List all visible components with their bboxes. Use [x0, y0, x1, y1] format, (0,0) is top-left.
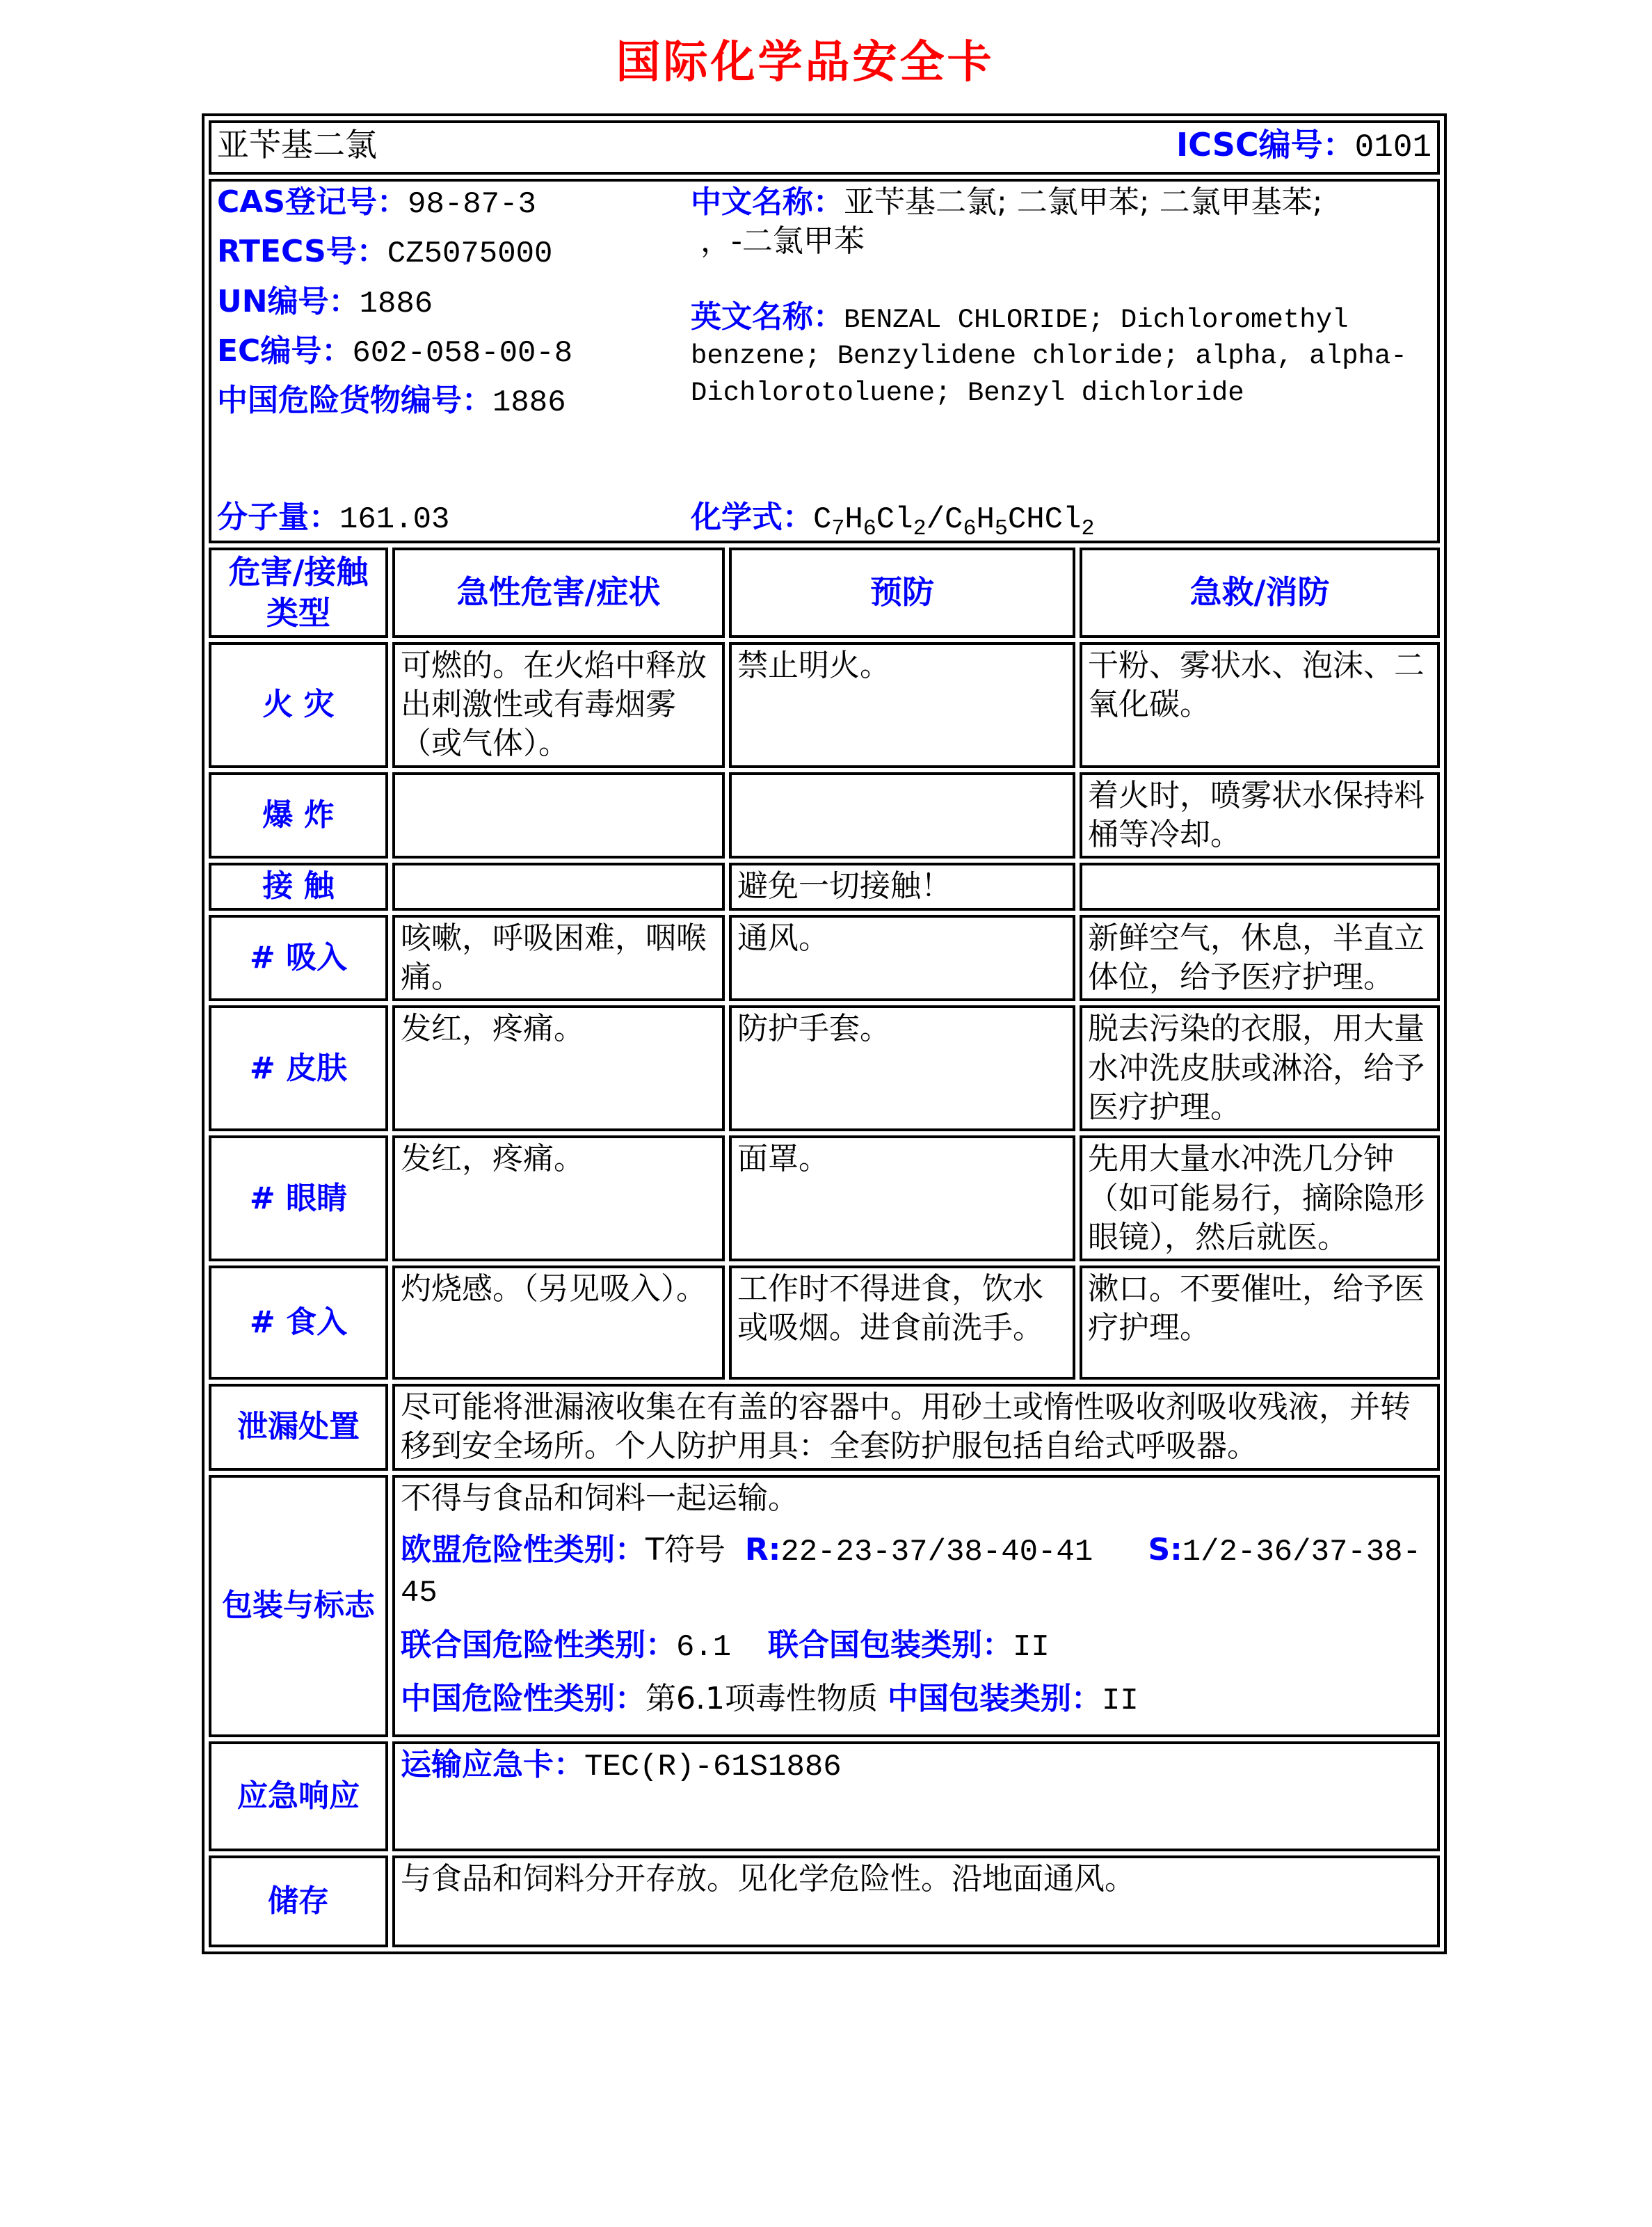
emergency-response-row — [209, 1741, 1440, 1851]
symptoms-cell — [392, 772, 725, 859]
hazard-type-cell: 爆 炸 — [209, 772, 388, 859]
hazard-type-cell: # 眼睛 — [209, 1135, 388, 1261]
icsc-value: 0101 — [1354, 129, 1432, 166]
hazard-table-header-row — [209, 548, 1440, 638]
spill-disposal-text: 尽可能将泄漏液收集在有盖的容器中。用砂土或惰性吸收剂吸收残液，并转移到安全场所。个人防护用具：全套防护服包括自给式呼吸器。 — [392, 1384, 1440, 1471]
symptoms-cell — [392, 863, 725, 910]
cas-number-line — [217, 183, 691, 224]
chinese-name-line — [691, 183, 1432, 222]
field-value: 1886 — [492, 385, 566, 421]
chemical-formula-value: $C_7H_6Cl_2/C_6H_5CHCl_2$ — [812, 502, 1095, 541]
names-block — [691, 183, 1432, 539]
tec-value: TEC(R)-61S1886 — [584, 1750, 842, 1785]
field-label: 联合国包装类别： — [768, 1627, 1013, 1663]
un-hazard-class-line — [401, 1626, 1432, 1667]
hazard-type-cell: 火 灾 — [209, 642, 388, 768]
un-pack-value: II — [1013, 1629, 1050, 1665]
icsc-label: ICSC编号： — [1176, 126, 1355, 163]
registry-numbers-block — [217, 183, 691, 539]
english-name-line2: benzene; Benzylidene chloride; alpha, alpha- — [690, 341, 1407, 372]
page-title: 国际化学品安全卡 — [616, 37, 995, 88]
packaging-labelling-cell — [392, 1475, 1440, 1738]
identification-row — [209, 179, 1440, 543]
hazard-type-cell: # 吸入 — [209, 915, 388, 1002]
spacer — [691, 262, 1432, 298]
prevention-cell: 避免一切接触！ — [729, 863, 1075, 910]
card-header-row — [209, 120, 1440, 175]
hazard-row-eyes — [209, 1135, 1440, 1261]
substance-name: 亚苄基二氯 — [217, 126, 377, 163]
molecular-weight-line — [217, 498, 691, 539]
prevention-cell: 禁止明火。 — [729, 642, 1075, 768]
symptoms-cell: 咳嗽，呼吸困难，咽喉痛。 — [392, 915, 725, 1002]
english-name-line — [691, 298, 1432, 339]
icsc-number — [1176, 125, 1432, 168]
field-label: UN编号： — [217, 283, 360, 319]
transport-note: 不得与食品和饲料一起运输。 — [401, 1480, 799, 1516]
symptoms-cell: 发红，疼痛。 — [392, 1005, 725, 1131]
field-label: 中文名称： — [690, 184, 844, 220]
header-hazard-type-line2: 类型 — [266, 593, 330, 632]
firstaid-cell: 先用大量水冲洗几分钟（如可能易行，摘除隐形眼镜），然后就医。 — [1080, 1135, 1440, 1261]
rtecs-number-line — [217, 232, 691, 273]
firstaid-cell: 新鲜空气，休息，半直立体位，给予医疗护理。 — [1080, 915, 1440, 1002]
prevention-cell: 工作时不得进食，饮水或吸烟。进食前洗手。 — [729, 1266, 1075, 1380]
ec-number-line — [217, 332, 691, 373]
section-label: 泄漏处置 — [209, 1384, 388, 1471]
prevention-cell: 通风。 — [729, 915, 1075, 1002]
section-label: 包装与标志 — [209, 1475, 388, 1738]
spill-disposal-row — [209, 1384, 1440, 1471]
s-value: 1/2-36/37-38-45 — [401, 1535, 1421, 1611]
field-label: EC编号： — [217, 333, 353, 369]
r-value: 22-23-37/38-40-41 — [780, 1535, 1148, 1570]
field-label: RTECS号： — [217, 234, 387, 270]
section-label: 应急响应 — [209, 1741, 388, 1851]
china-hazard-class-line — [401, 1679, 1432, 1721]
hazard-type-cell: # 食入 — [209, 1266, 388, 1380]
eu-symbol: T符号 — [645, 1532, 745, 1568]
field-value: 161.03 — [339, 502, 450, 537]
hazard-type-cell: 接 触 — [209, 863, 388, 910]
firstaid-cell: 漱口。不要催吐，给予医疗护理。 — [1080, 1266, 1440, 1380]
hazard-row-skin — [209, 1005, 1440, 1131]
field-label: 联合国危险性类别： — [401, 1627, 676, 1663]
field-label: 中国危险货物编号： — [217, 383, 492, 419]
english-name-line3: Dichlorotoluene; Benzyl dichloride — [690, 377, 1244, 408]
prevention-cell: 防护手套。 — [729, 1005, 1075, 1131]
un-hazard-value: 6.1 — [676, 1629, 769, 1665]
symptoms-cell: 发红，疼痛。 — [392, 1135, 725, 1261]
china-dg-number-line — [217, 381, 691, 422]
prevention-cell — [729, 772, 1075, 859]
header-prevention: 预防 — [729, 548, 1075, 638]
field-value: 602-058-00-8 — [352, 335, 573, 371]
firstaid-cell: 干粉、雾状水、泡沫、二氧化碳。 — [1080, 642, 1440, 768]
firstaid-cell: 着火时，喷雾状水保持料桶等冷却。 — [1080, 772, 1440, 859]
field-label: 分子量： — [217, 499, 339, 535]
symptoms-cell: 灼烧感。（另见吸入）。 — [392, 1266, 725, 1380]
header-hazard-type — [209, 548, 388, 638]
hazard-row-inhalation — [209, 915, 1440, 1002]
field-label: CAS登记号： — [217, 184, 408, 220]
r-label: R: — [744, 1532, 781, 1568]
firstaid-cell: 脱去污染的衣服，用大量水冲洗皮肤或淋浴，给予医疗护理。 — [1080, 1005, 1440, 1131]
field-label: 中国危险性类别： — [401, 1681, 645, 1716]
field-value: CZ5075000 — [387, 237, 553, 272]
s-label: S: — [1148, 1532, 1182, 1568]
prevention-cell: 面罩。 — [729, 1135, 1075, 1261]
tec-label: 运输应急卡： — [401, 1747, 584, 1783]
symptoms-cell: 可燃的。在火焰中释放出刺激性或有毒烟雾（或气体）。 — [392, 642, 725, 768]
header-hazard-type-line1: 危害/接触 — [228, 553, 369, 591]
storage-row — [209, 1855, 1440, 1947]
chemical-formula-line — [691, 498, 1432, 539]
field-label: 化学式： — [690, 499, 813, 535]
section-label: 储存 — [209, 1855, 388, 1947]
field-value: 98-87-3 — [408, 187, 536, 222]
field-label: 中国包装类别： — [887, 1681, 1102, 1716]
field-label: 欧盟危险性类别： — [401, 1532, 645, 1568]
english-name-value: BENZAL CHLORIDE; Dichloromethyl — [843, 304, 1349, 335]
packaging-labelling-row — [209, 1475, 1440, 1738]
cn-hazard-value: 第6.1项毒性物质 — [645, 1681, 888, 1716]
hazard-row-ingestion — [209, 1266, 1440, 1380]
field-label: 英文名称： — [690, 298, 844, 335]
firstaid-cell — [1080, 863, 1440, 910]
un-number-line — [217, 282, 691, 324]
chinese-name-value: 亚苄基二氯; 二氯甲苯; 二氯甲基苯; — [843, 184, 1323, 220]
hazard-type-cell: # 皮肤 — [209, 1005, 388, 1131]
safety-card-table — [202, 113, 1447, 1954]
hazard-row-fire — [209, 642, 1440, 768]
hazard-row-exposure — [209, 863, 1440, 910]
emergency-response-cell — [392, 1741, 1440, 1851]
eu-hazard-class-line — [401, 1531, 1432, 1613]
storage-text: 与食品和饲料分开存放。见化学危险性。沿地面通风。 — [392, 1855, 1440, 1947]
field-value: 1886 — [359, 286, 433, 321]
header-firstaid: 急救/消防 — [1080, 548, 1440, 638]
chinese-name-line2: ，-二氯甲苯 — [690, 223, 865, 260]
hazard-row-explosion — [209, 772, 1440, 859]
cn-pack-value: II — [1101, 1684, 1139, 1718]
header-symptoms: 急性危害/症状 — [392, 548, 725, 638]
